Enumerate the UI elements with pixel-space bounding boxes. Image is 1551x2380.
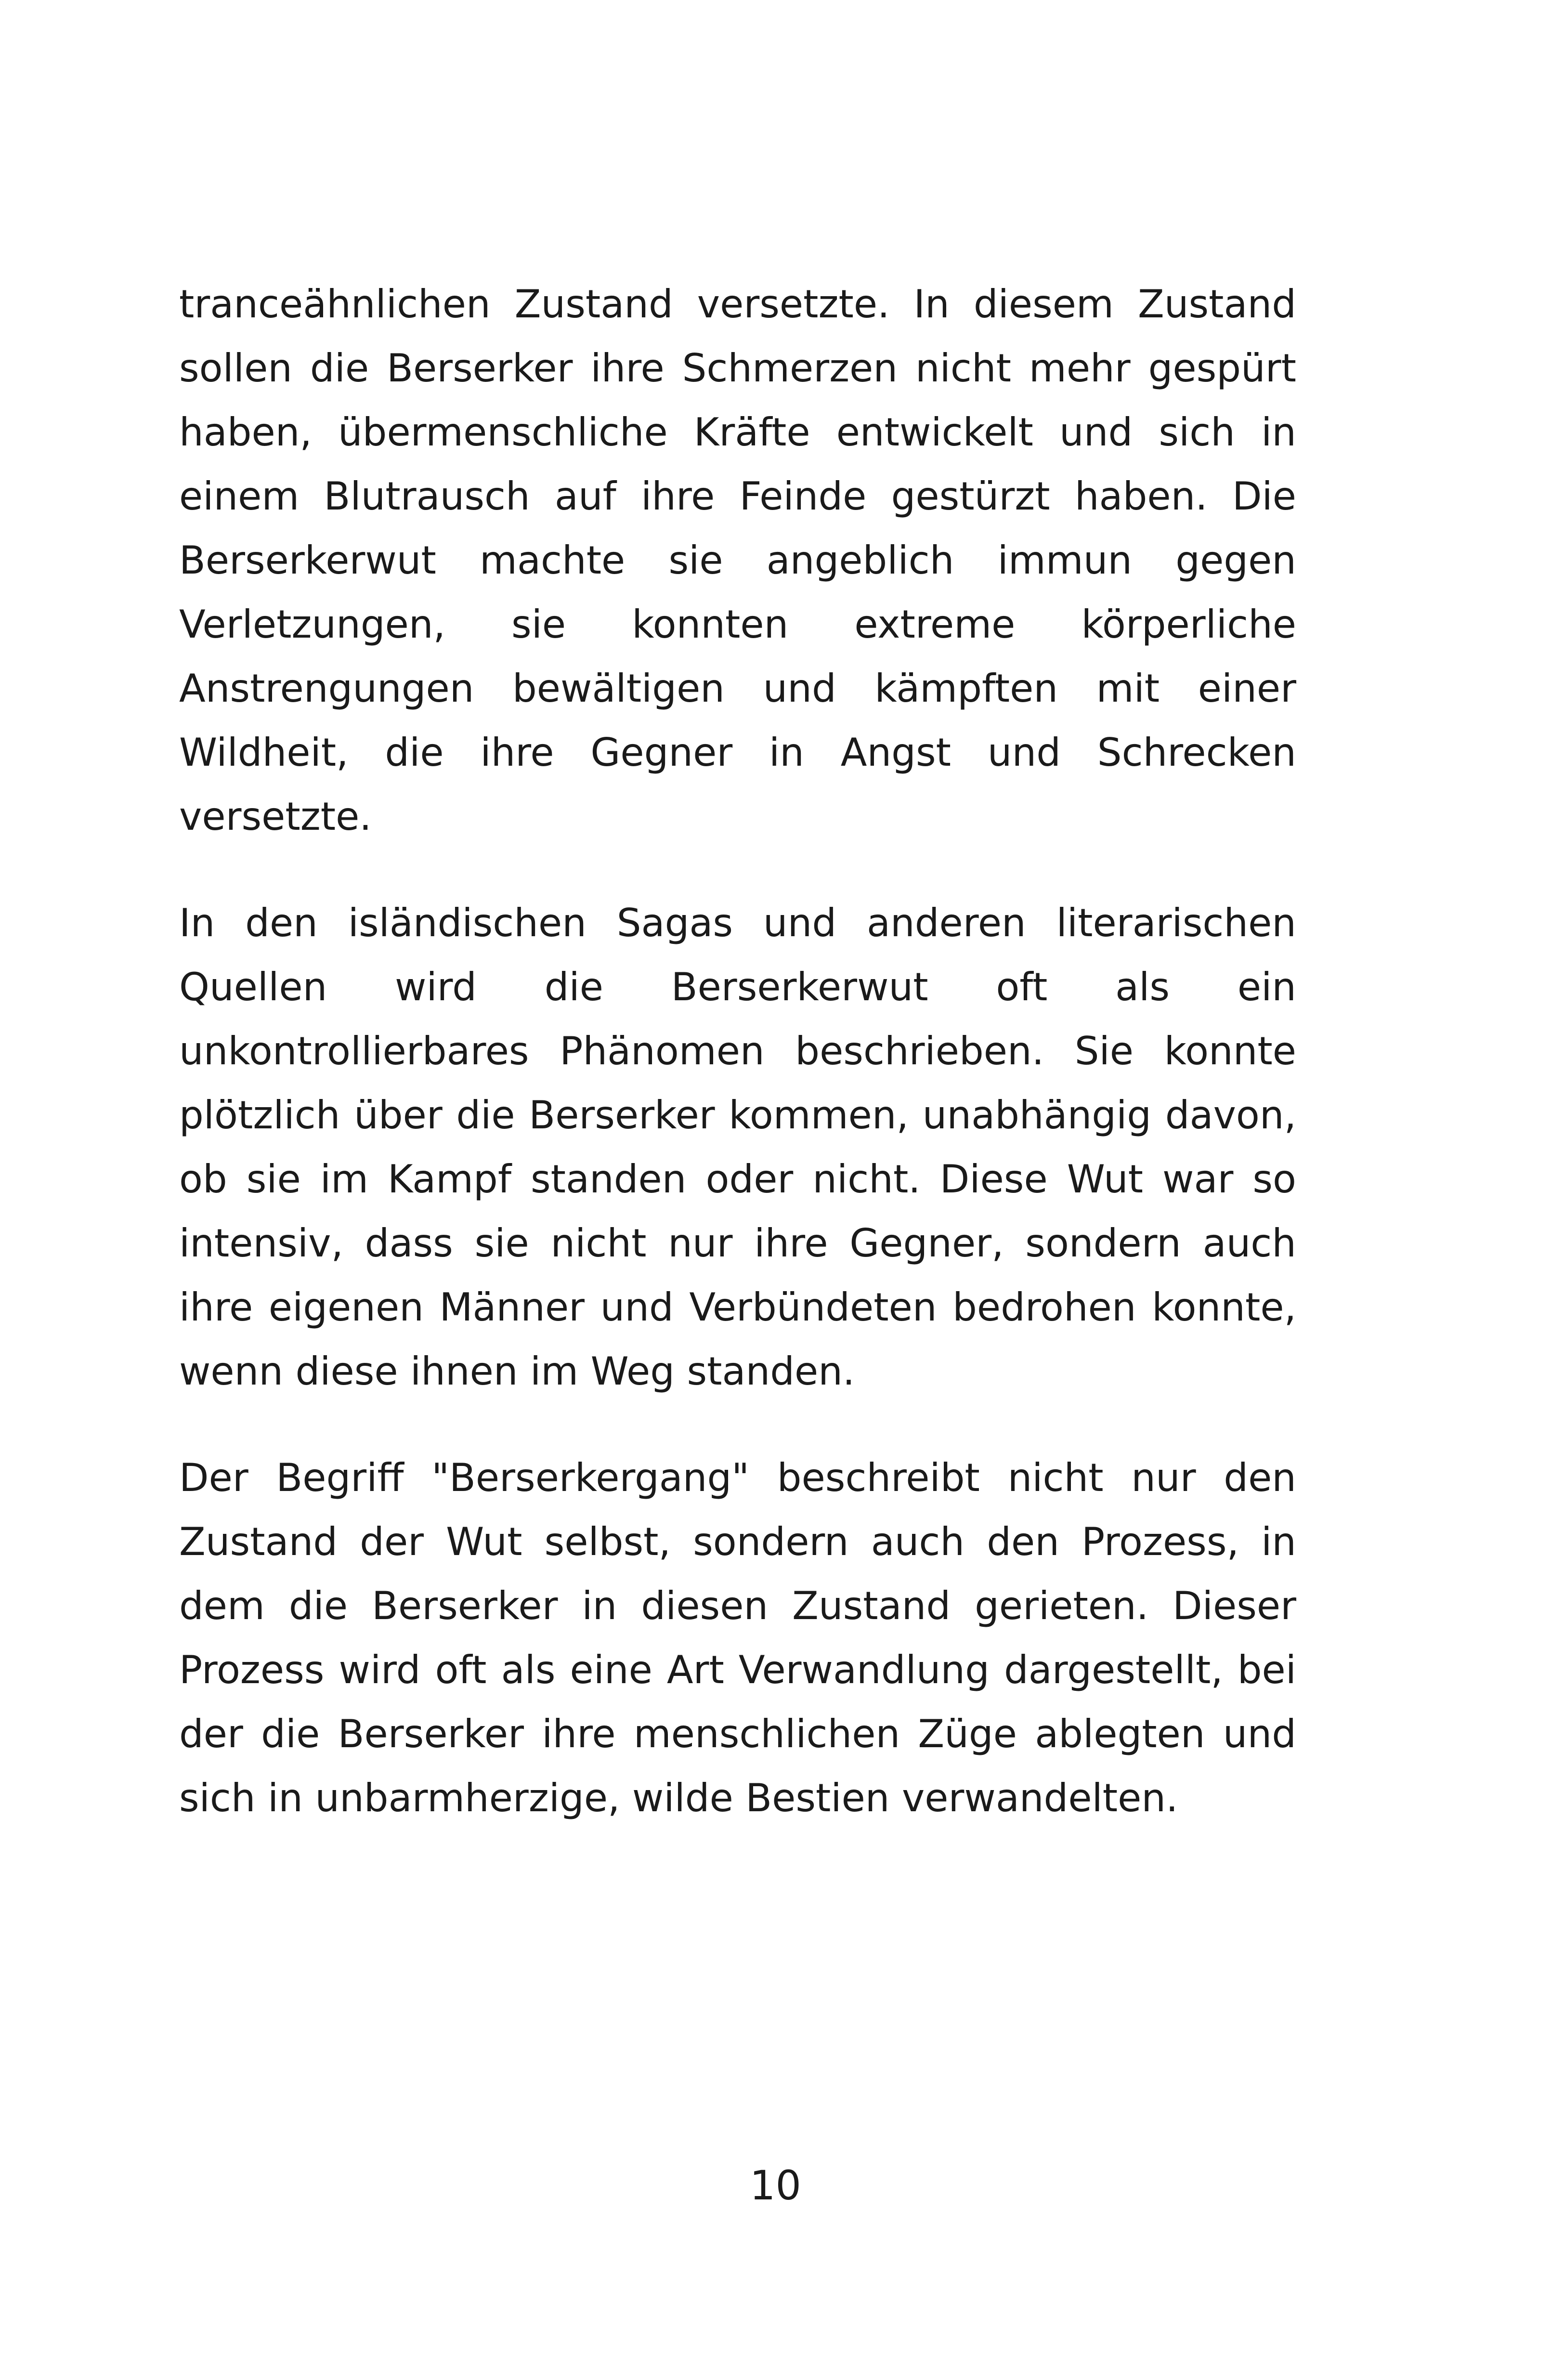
paragraph-2: In den isländischen Sagas und anderen literarischen Quellen wird die Berserkerwut oft als ein unkontrollierbares Phänomen beschrieben. Sie konnte plötzlich über die Berserker kommen, unabhängig davon, ob sie im Kampf standen oder nicht. Diese Wut war so intensiv, dass sie nicht nur ihre Gegner, sondern auch ihre eigenen Männer und Verbündeten bedrohen konnte, wenn diese ihnen im Weg standen. bbox=[179, 901, 1296, 1394]
page-number: 10 bbox=[750, 2162, 801, 2209]
paragraph-1: tranceähnlichen Zustand versetzte. In diesem Zustand sollen die Berserker ihre Schmerzen nicht mehr gespürt haben, übermenschliche Kräfte entwickelt und sich in einem Blutrausch auf ihre Feinde gestürzt haben. Die Berserkerwut machte sie angeblich immun gegen Verletzungen, sie konnten extreme körperliche Anstrengungen bewältigen und kämpften mit einer Wildheit, die ihre Gegner in Angst und Schrecken versetzte. bbox=[179, 282, 1296, 839]
paragraph-3: Der Begriff "Berserkergang" beschreibt nicht nur den Zustand der Wut selbst, sondern auch den Prozess, in dem die Berserker in diesen Zustand gerieten. Dieser Prozess wird oft als eine Art Verwandlung dargestellt, bei der die Berserker ihre menschlichen Züge ablegten und sich in unbarmherzige, wilde Bestien verwandelten. bbox=[179, 1455, 1296, 1820]
body-text bbox=[179, 272, 1296, 1872]
